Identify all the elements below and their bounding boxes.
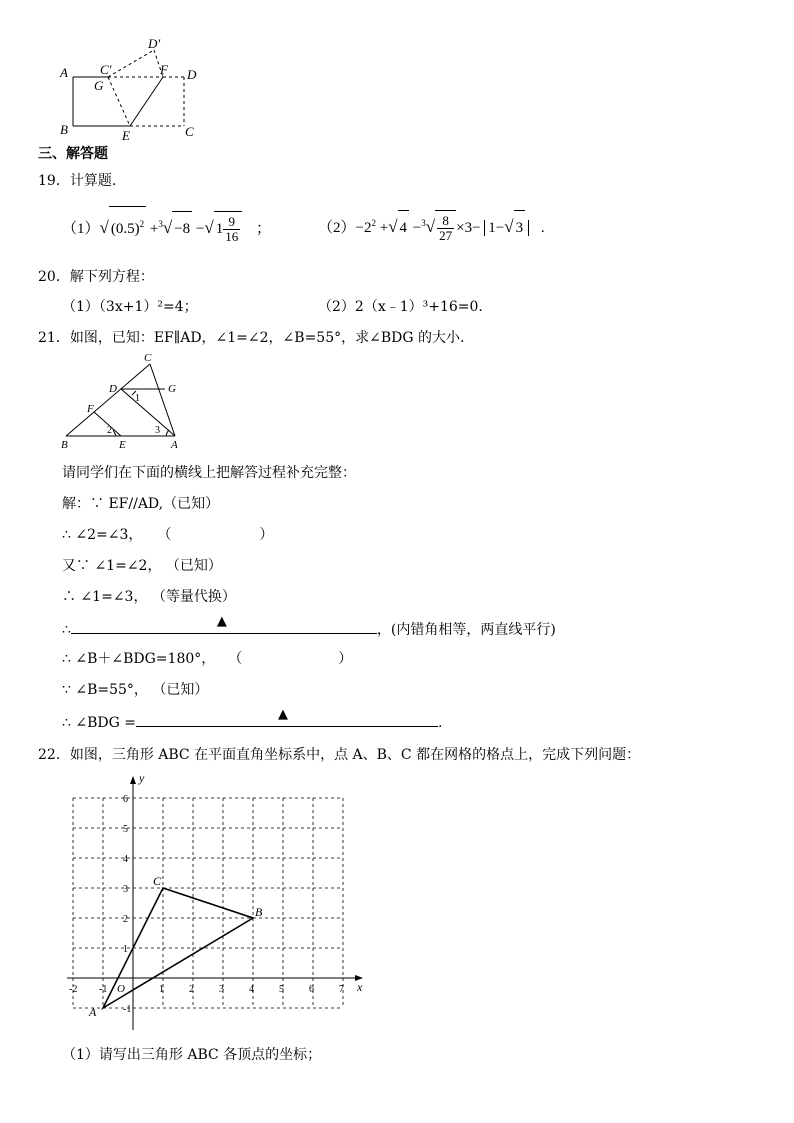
- fold-figure: [50, 30, 220, 145]
- q21-line2: ∴ ∠2=∠3， （ ）: [62, 527, 274, 543]
- answer-blank-1[interactable]: ▲: [71, 617, 377, 634]
- q21-line5: ∴ ▲ ，(内错角相等，两直线平行): [62, 614, 556, 638]
- q21-title: 21．如图，已知：EF∥AD，∠1=∠2，∠B=55°，求∠BDG 的大小.: [38, 330, 465, 346]
- x-tick-label: 2: [189, 984, 194, 995]
- q21-line7: ∵ ∠B=55°， （已知）: [62, 682, 209, 698]
- label-C-prime: C′: [100, 62, 112, 77]
- q21-figure: [58, 350, 188, 452]
- q19-title: 19．计算题.: [38, 173, 117, 189]
- x-axis-label: x: [357, 980, 363, 994]
- q20-title: 20．解下列方程：: [38, 269, 154, 285]
- x-tick-label: 1: [159, 984, 164, 995]
- y-tick-label: 6: [123, 794, 128, 805]
- point-label-A: A: [89, 1005, 97, 1019]
- y-tick-label: 3: [123, 884, 128, 895]
- fig-G: G: [168, 383, 176, 395]
- y-tick-label: 2: [123, 914, 128, 925]
- fig-angle-3: 3: [155, 425, 160, 436]
- y-axis-label: y: [139, 771, 145, 785]
- q21-line1: 解：∵ EF//AD,（已知）: [62, 496, 220, 512]
- y-tick-label: 4: [123, 854, 128, 865]
- fig-E: E: [119, 439, 126, 451]
- label-E: E: [122, 128, 130, 143]
- point-label-C: C: [153, 874, 162, 888]
- y-axis-arrow: [130, 776, 136, 784]
- x-tick-label: 4: [249, 984, 254, 995]
- fig-angle-1: 1: [135, 393, 140, 404]
- coordinate-grid: [55, 768, 375, 1030]
- q21-line4: ∴ ∠1=∠3， （等量代换）: [62, 589, 236, 605]
- fig-C: C: [144, 352, 152, 364]
- x-tick-label: 3: [219, 984, 224, 995]
- point-label-B: B: [255, 905, 263, 919]
- q21-intro: 请同学们在下面的横线上把解答过程补充完整：: [62, 465, 356, 481]
- x-tick-label: 6: [309, 984, 314, 995]
- label-B: B: [60, 122, 68, 137]
- label-G: G: [94, 78, 104, 93]
- label-C: C: [185, 124, 194, 139]
- q22-sub1: （1）请写出三角形 ABC 各顶点的坐标；: [62, 1047, 322, 1063]
- x-tick-label: 7: [339, 984, 344, 995]
- fig-F: F: [87, 403, 94, 415]
- x-tick-label: 5: [279, 984, 284, 995]
- fig-B: B: [61, 439, 68, 451]
- x-tick-label: -1: [99, 984, 108, 995]
- y-tick-label: 1: [123, 944, 128, 955]
- q20-part1: （1）（3x+1）²=4；: [62, 299, 198, 315]
- origin-label: O: [117, 983, 125, 995]
- label-F: F: [160, 62, 168, 77]
- q22-title: 22．如图，三角形 ABC 在平面直角坐标系中，点 A、B、C 都在网格的格点上，完成下列问题：: [38, 747, 641, 763]
- q20-part2: （2）2（x﹣1）³+16=0.: [318, 299, 483, 315]
- label-D-prime: D′: [148, 36, 161, 51]
- fig-A: A: [171, 439, 178, 451]
- q21-line3: 又∵ ∠1=∠2， （已知）: [62, 558, 222, 574]
- x-tick-label: -2: [69, 984, 78, 995]
- label-D: D: [187, 67, 197, 82]
- fig-angle-2: 2: [107, 425, 112, 436]
- q19-part2: $(2)-2^2$ +√ 4 −$^3$√ $\frac{8}{27}$ ×3− 1−√ 3 .: [318, 206, 545, 240]
- q21-line8: ∴ ∠BDG = ▲ .: [62, 707, 443, 731]
- y-tick-label: -1: [123, 1004, 132, 1015]
- answer-blank-2[interactable]: ▲: [136, 710, 438, 727]
- q21-line6: ∴ ∠B＋∠BDG=180°， （ ）: [62, 651, 353, 667]
- fig-D: D: [109, 383, 117, 395]
- q19-part1: （1）√ $(0.5)^2 +^3√ -8$ −√ 1 $\frac{9}{16}$ ；: [62, 206, 271, 240]
- label-A: A: [60, 65, 68, 80]
- section-heading: 三、解答题: [38, 146, 108, 162]
- y-tick-label: 5: [123, 824, 128, 835]
